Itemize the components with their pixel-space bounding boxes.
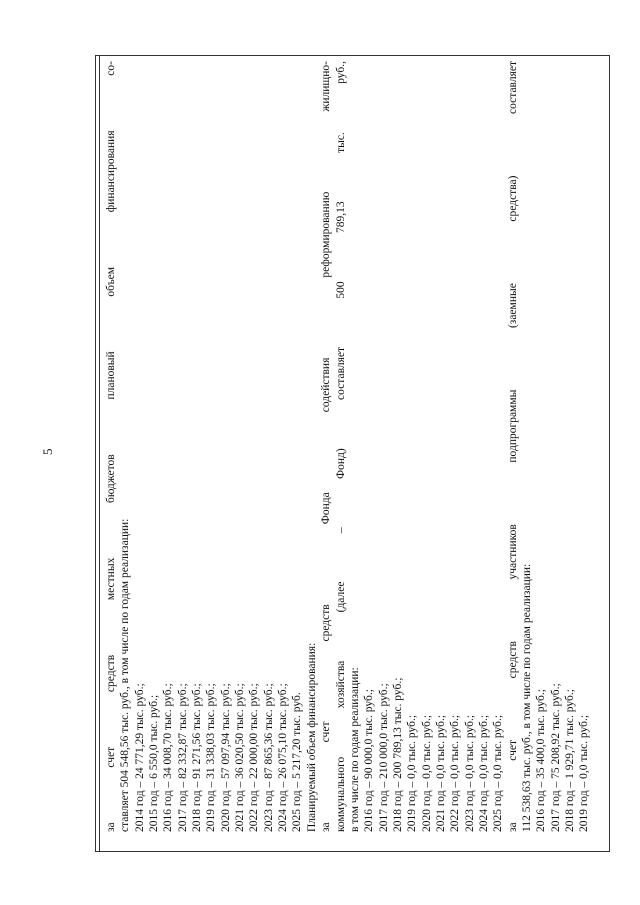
text-line: за счет средств участников подпрограммы (заемные средства) составляет: [506, 61, 519, 832]
text-line: 2018 год – 1 929,71 тыс. руб.;: [564, 689, 576, 832]
text-line: 2022 год – 22 000,00 тыс. руб.;: [248, 683, 261, 832]
text-line: Планируемый объем финансирования:: [305, 642, 318, 832]
text-line: за счет средств Фонда содействия реформированию жилищно-: [320, 61, 333, 832]
text-line: коммунального хозяйства (далее – Фонд) составляет 500 789,13 тыс. руб.,: [334, 61, 347, 832]
funding-table: [95, 55, 610, 852]
text-line: 2016 год – 34 008,70 тыс. руб.;: [162, 683, 175, 832]
text-line: 2020 год – 0,0 тыс. руб.;: [420, 714, 433, 832]
text-line: 2016 год – 90 000,0 тыс. руб.;: [363, 689, 376, 832]
text-line: 2019 год – 0,0 тыс. руб.;: [406, 714, 419, 832]
text-line: 2017 год – 82 332,87 тыс. руб.;: [176, 683, 189, 832]
text-line: 2017 год – 210 000,0 тыс. руб.;: [377, 683, 390, 832]
text-line: 2015 год – 6 550,0 тыс. руб.;: [148, 694, 161, 832]
text-line: 112 538,63 тыс. руб., в том числе по годам реализации:: [520, 563, 533, 832]
text-line: 2020 год – 57 097,94 тыс. руб.;: [219, 683, 232, 832]
text-line: 2016 год – 35 400,0 тыс. руб.;: [535, 689, 548, 832]
table-border-top: [95, 55, 96, 852]
text-line: 2021 год – 0,0 тыс. руб.;: [434, 714, 447, 832]
text-line: 2014 год – 24 771,29 тыс. руб.;: [133, 683, 146, 832]
text-line: 2025 год – 5 217,20 тыс. руб.: [291, 692, 304, 832]
text-line: 2022 год – 0,0 тыс. руб.;: [449, 714, 462, 832]
text-line: 2021 год – 36 020,50 тыс. руб.;: [234, 683, 247, 832]
text-line: 2018 год – 200 789,13 тыс. руб.;: [391, 677, 404, 832]
page-number: 5: [40, 448, 55, 455]
text-line: 2019 год – 31 338,03 тыс. руб.;: [205, 683, 218, 832]
text-line: за счет средств местных бюджетов плановый объем финансирования со-: [105, 61, 117, 832]
text-line: 2025 год – 0,0 тыс. руб.;: [492, 714, 505, 832]
text-line: 2024 год – 0,0 тыс. руб.;: [477, 714, 490, 832]
text-line: 2023 год – 0,0 тыс. руб.;: [463, 714, 476, 832]
text-line: 2019 год – 0,0 тыс. руб.;: [578, 714, 591, 832]
text-line: 2018 год – 91 271,56 тыс. руб.;: [191, 683, 204, 832]
funding-text-cell: [101, 55, 610, 852]
column-divider: [99, 55, 100, 852]
text-line: в том числе по годам реализации:: [348, 667, 361, 832]
text-line: 2017 год – 75 208,92 тыс. руб.;: [549, 683, 562, 832]
text-line: ставляет 504 548,56 тыс. руб., в том числе по годам реализации:: [119, 518, 132, 832]
text-line: 2023 год – 87 865,36 тыс. руб.;: [262, 683, 275, 832]
text-line: 2024 год – 26 075,10 тыс. руб.;: [277, 683, 290, 832]
